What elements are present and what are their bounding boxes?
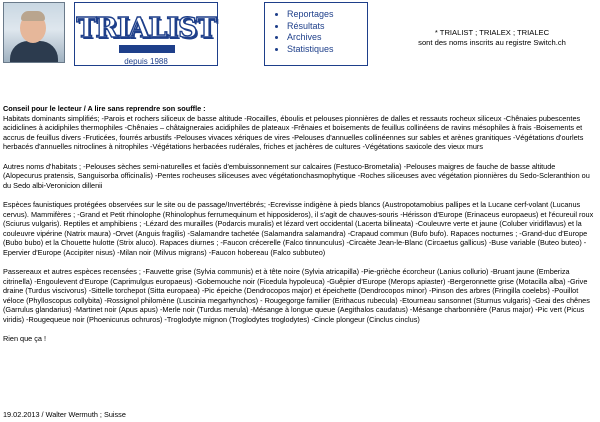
habitats-text: Habitats dominants simplifiés; -Parois et rochers siliceux de basse altitude -Rocailles, éboulis et pelouses pionnières de dalles et ressauts rocheux siliceux -Chênaies pubescentes acidiclines à acidiphiles thermophiles -Chênaies – châtaigneraies acidiphiles de plateaux -Frênaies et boisements de feuillus collinéens de ravins mésophiles à frais -Boisements et accrus de feuillus divers -Fruticées, fourrés arbustifs -Pelouses vivaces xériques de vires -Pelouses d'annuelles collinéennes sur sables et arènes granitiques -Végétations d'ourlets herbacés d'annuelles nitroclines à nitrophiles -Végétations herbacées rudérales, friches et jachères de cultures -Végétations saxicole des vieux murs: [3, 113, 584, 152]
nav-link-archives[interactable]: Archives: [287, 32, 322, 42]
paragraph-other-habitats: Autres noms d'habitats ; -Pelouses sèches semi-naturelles et faciès d'embuissonnement sur calcaires (Festuco-Brometalia) -Pelouses maigres de fauche de basse altitude (Alopecurus pratensis, Sanguisorba officinalis) -Pentes rocheuses siliceuses avec végétationchasmophytique -Roches siliceuses avec végétation pionnières du Sedo-Scleranthion ou du Sedo albi-Veronicion dillenii: [3, 161, 590, 190]
logo-ribbon: [119, 45, 175, 53]
logo-text: TRIALIST: [76, 13, 216, 44]
author-photo: [3, 2, 65, 63]
article-body: [3, 104, 595, 353]
photo-hair-shape: [21, 11, 45, 21]
registry-line-2: sont des noms inscrits au registre Switch.ch: [418, 38, 566, 47]
nav-item-reportages: [287, 9, 367, 21]
paragraph-closing: Rien que ça !: [3, 334, 46, 344]
paragraph-species: Espèces faunistiques protégées observées sur le site ou de passage/Invertébrés; -Ecrevisse indigène à pieds blancs (Austropotamobius pallipes et la Lucane cerf-volant (Lucanus cervus). Mammifères ; -Grand et Petit rhinolophe (Rhinolophus ferrumequinum et hipposideros), il s'agit de chauves-souris -Hérisson d'Europe (Erinaceus europaeus) et l'écureuil roux (Sciurus vulgaris). Reptiles et amphibiens ; -Lézard des murailles (Podarcis muralis) et lézard vert occidental (Lacerta bilineata) -Couleuvre verte et jaune (Coluber viridiflavus) et la couleuvre vipérine (Natrix maura) -Orvet (Anguis fragilis) -Salamandre tachetée (Salamandra salamandra) -Crapaud commun (Bufo bufo). Rapaces nocturnes ; -Grand-duc d'Europe (Bubo bubo) et la Chouette hulotte (Strix aluco). Rapaces diurnes ; -Faucon crécerelle (Falco tinnunculus) -Circaète Jean-le-Blanc (Circaetus gallicus) -Buse variable (Buteo buteo) -Epervier d'Europe (Accipiter nisus) -Milan noir (Milvus migrans) -Faucon hobereau (Falco subbuteo): [3, 199, 594, 257]
footer-signature: 19.02.2013 / Walter Wermuth ; Suisse: [3, 410, 126, 419]
nav-item-archives: [287, 32, 367, 44]
nav-link-resultats[interactable]: Résultats: [287, 20, 325, 31]
nav-link-reportages[interactable]: Reportages: [287, 9, 334, 19]
paragraph-passerines: Passereaux et autres espèces recensées ; -Fauvette grise (Sylvia communis) et à tête noire (Sylvia atricapilla) -Pie-grièche écorcheur (Lanius collurio) -Bruant jaune (Emberiza citrinella) -Engoulevent d'Europe (Caprimulgus europaeus) -Gobemouche noir (Ficedula hypoleuca) -Guêpier d'Europe (Merops apiaster) -Bergeronnette grise (Motacilla alba) -Grive draine (Turdus viscivorus) -Sittelle torchepot (Sitta europaea) -Pic épeiche (Dendrocopos major) et épeichette (Dendrocopos minor) -Pinson des arbres (Fringilla coelebs) -Pouillot véloce (Phylloscopus collybita) -Rossignol philomène (Luscinia megarhynchos) - Rougegorge familier (Erithacus rubecula) -Etourneau sansonnet (Sturnus vulgaris) -Geai des chênes (Garrulus glandarius) -Martinet noir (Apus apus) -Merle noir (Turdus merula) -Mésange à longue queue (Aegithalos caudatus) -Mésange charbonnière (Parus major) -Pic vert (Picus viridis) -Rougequeue noir (Phoenicurus ochruros) -Troglodyte mignon (Troglodytes troglodytes) -Cincle plongeur (Cinclus cinclus): [3, 267, 590, 325]
nav-item-statistiques: [287, 44, 367, 56]
registry-line-1: * TRIALIST ; TRIALEX ; TRIALEC: [434, 28, 550, 37]
paragraph-habitats: [3, 104, 595, 152]
article-heading: Conseil pour le lecteur / A lire sans reprendre son souffle :: [3, 104, 206, 113]
registry-notice: [392, 28, 592, 48]
nav-menu: [264, 2, 368, 66]
photo-body-shape: [10, 41, 58, 63]
nav-item-resultats: [287, 21, 367, 33]
trialist-logo[interactable]: [74, 2, 218, 66]
nav-link-statistiques[interactable]: Statistiques: [287, 43, 334, 54]
logo-tagline: depuis 1988: [124, 57, 168, 66]
